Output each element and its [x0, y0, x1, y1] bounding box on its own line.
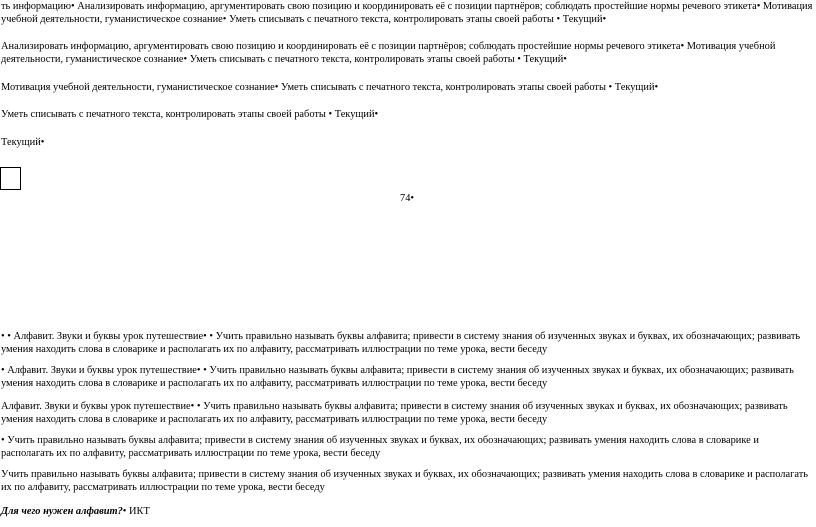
- paragraph-bottom-1: • • Алфавит. Звуки и буквы урок путешествие• • Учить правильно называть буквы алфавита; привести в систему знания об изученных звуках и буквах, их обозначающих; развивать умения находить слова в словарике и располагать их по алфавиту, рассматривать иллюстрации по теме урока, вести беседу: [1, 331, 801, 355]
- paragraph-top-3: Мотивация учебной деятельности, гуманистическое сознание• Уметь списывать с печатного текста, контролировать этапы своей работы • Текущий•: [1, 82, 659, 93]
- empty-frame-box: [0, 167, 21, 190]
- paragraph-top-1: ть информацию• Анализировать информацию, аргументировать свою позицию и координировать её с позиции партнёров; соблюдать простейшие нормы речевого этикета• Мотивация учебной деятельности, гуманистическое сознание• Уметь списывать с печатного текста, контролировать этапы своей работы • Текущий•: [1, 1, 813, 25]
- paragraph-bottom-5: Учить правильно называть буквы алфавита; привести в систему знания об изученных звуках и буквах, их обозначающих; развивать умения находить слова в словарике и располагать их по алфавиту, рассматривать иллюстрации по теме урока, вести беседу: [1, 469, 808, 493]
- last-line-rest: • ИКТ: [122, 506, 150, 517]
- paragraph-top-5: Текущий•: [1, 137, 45, 148]
- question-heading: Для чего нужен алфавит?: [1, 506, 123, 517]
- paragraph-top-4: Уметь списывать с печатного текста, контролировать этапы своей работы • Текущий•: [1, 109, 379, 120]
- paragraph-bottom-2: • Алфавит. Звуки и буквы урок путешествие• • Учить правильно называть буквы алфавита; привести в систему знания об изученных звуках и буквах, их обозначающих; развивать умения находить слова в словарике и располагать их по алфавиту, рассматривать иллюстрации по теме урока, вести беседу: [1, 365, 794, 389]
- paragraph-top-2: Анализировать информацию, аргументировать свою позицию и координировать её с позиции партнёров; соблюдать простейшие нормы речевого этикета• Мотивация учебной деятельности, гуманистическое сознание• Уметь списывать с печатного текста, контролировать этапы своей работы • Текущий•: [1, 41, 776, 65]
- paragraph-bottom-3: Алфавит. Звуки и буквы урок путешествие• • Учить правильно называть буквы алфавита; привести в систему знания об изученных звуках и буквах, их обозначающих; развивать умения находить слова в словарике и располагать их по алфавиту, рассматривать иллюстрации по теме урока, вести беседу: [1, 401, 788, 425]
- page-number: 74•: [400, 193, 415, 204]
- paragraph-bottom-4: • Учить правильно называть буквы алфавита; привести в систему знания об изученных звуках и буквах, их обозначающих; развивать умения находить слова в словарике и располагать их по алфавиту, рассматривать иллюстрации по теме урока, вести беседу: [1, 435, 759, 459]
- last-line: [1, 505, 813, 518]
